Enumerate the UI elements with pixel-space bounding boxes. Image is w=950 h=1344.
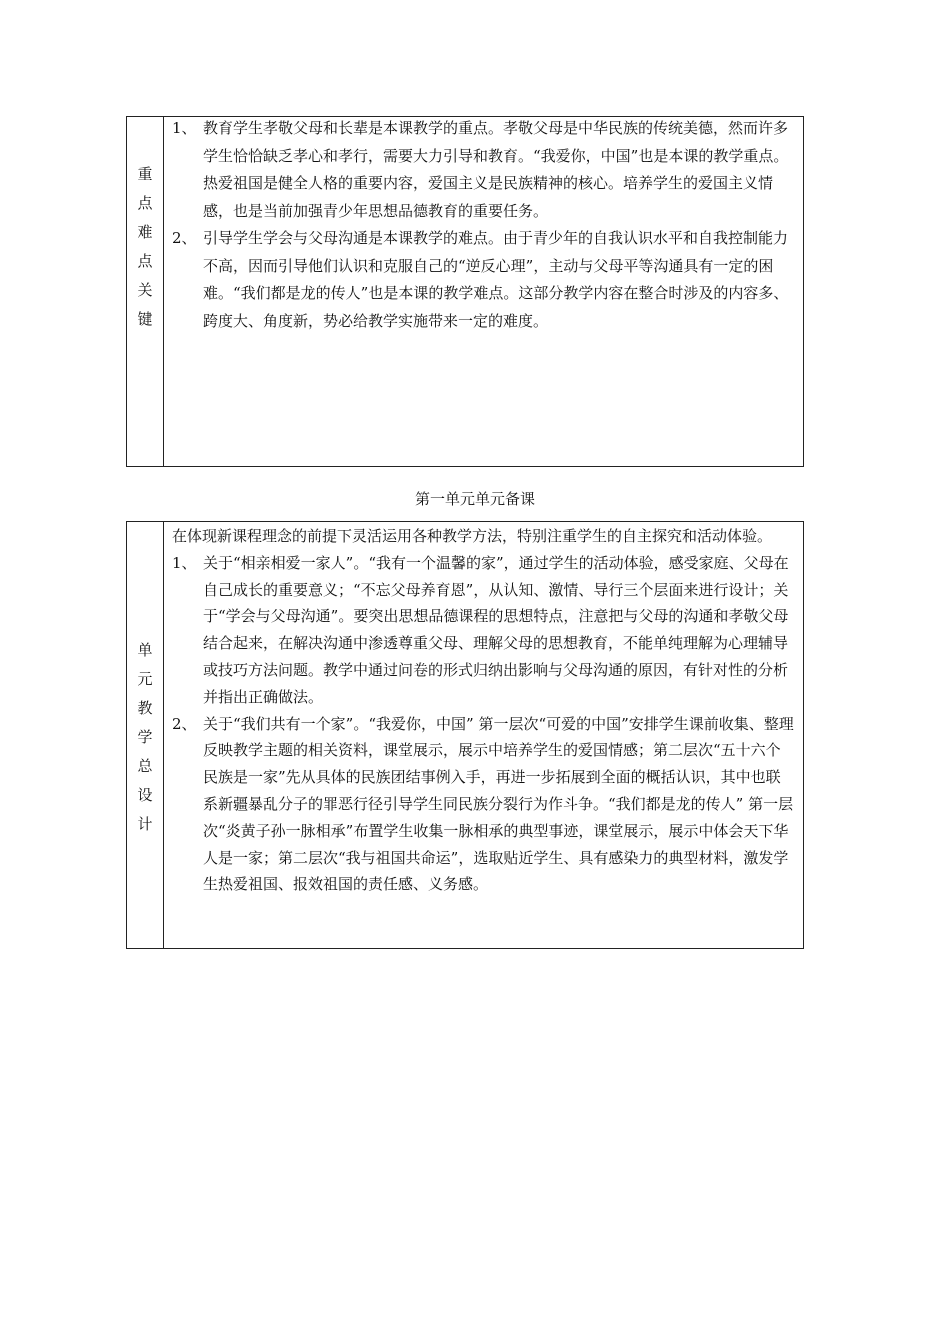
label-char: 设 [137, 786, 153, 804]
label-char: 教 [137, 699, 153, 717]
label-char: 键 [137, 310, 153, 328]
item-text: 关于“相亲相爱一家人”。“我有一个温馨的家”，通过学生的活动体验，感受家庭、父母在自己成长的重要意义；“不忘父母养育恩”，从认知、激情、导行三个层面来进行设计；关于“学会与父母沟通”。要突出思想品德课程的思想特点，注意把与父母的沟通和孝敬父母结合起来，在解决沟通中渗透尊重父母、理解父母的思想教育，不能单纯理解为心理辅导或技巧方法问题。教学中通过问卷的形式归纳出影响与父母沟通的原因，有针对性的分析并指出正确做法。 [203, 553, 789, 706]
label-char: 点 [137, 194, 153, 212]
item-text: 教育学生孝敬父母和长辈是本课教学的重点。孝敬父母是中华民族的传统美德，然而许多学生恰恰缺乏孝心和孝行，需要大力引导和教育。“我爱你，中国”也是本课的教学重点。热爱祖国是健全人格的重要内容，爱国主义是民族精神的核心。培养学生的爱国主义情感，也是当前加强青少年思想品德教育的重要任务。 [203, 119, 789, 220]
unit-design-table [126, 521, 804, 949]
list-item [172, 550, 795, 711]
item-number: 1、 [172, 553, 197, 572]
item-text: 引导学生学会与父母沟通是本课教学的难点。由于青少年的自我认识水平和自我控制能力不高，因而引导他们认识和克服自己的“逆反心理”，主动与父母平等沟通具有一定的困难。“我们都是龙的传人”也是本课的教学难点。这部分教学内容在整合时涉及的内容多、跨度大、角度新，势必给教学实施带来一定的难度。 [203, 229, 789, 330]
intro-paragraph: 在体现新课程理念的前提下灵活运用各种教学方法，特别注重学生的自主探究和活动体验。 [172, 527, 773, 545]
label-char: 关 [137, 281, 153, 299]
label-char: 重 [137, 165, 153, 183]
label-char: 学 [137, 728, 153, 746]
label-char: 点 [137, 252, 153, 270]
key-points-label [127, 160, 163, 334]
list-item [172, 115, 795, 225]
key-points-content-cell [164, 115, 803, 466]
unit-design-label [127, 636, 163, 839]
label-char: 难 [137, 223, 153, 241]
unit-heading: 第一单元单元备课 [414, 490, 535, 508]
item-number: 2、 [172, 714, 197, 733]
label-char: 单 [137, 641, 153, 659]
key-points-table [126, 116, 804, 467]
unit-design-label-cell [127, 522, 164, 948]
list-item [172, 225, 795, 335]
unit-design-content-cell [164, 523, 803, 948]
label-char: 元 [137, 670, 153, 688]
label-char: 总 [137, 757, 153, 775]
label-char: 计 [137, 815, 153, 833]
list-item [172, 711, 795, 899]
item-number: 2、 [172, 229, 197, 247]
key-points-label-cell [127, 117, 164, 466]
item-number: 1、 [172, 119, 197, 137]
item-text: 关于“我们共有一个家”。“我爱你，中国” 第一层次“可爱的中国”安排学生课前收集、整理反映教学主题的相关资料，课堂展示，展示中培养学生的爱国情感；第二层次“五十六个民族是一家”先从具体的民族团结事例入手，再进一步拓展到全面的概括认识，其中也联系新疆暴乱分子的罪恶行径引导学生同民族分裂行为作斗争。“我们都是龙的传人” 第一层次“炎黄子孙一脉相承”布置学生收集一脉相承的典型事迹，课堂展示，展示中体会天下华人是一家；第二层次“我与祖国共命运”，选取贴近学生、具有感染力的典型材料，激发学生热爱祖国、报效祖国的责任感、义务感。 [203, 714, 794, 894]
